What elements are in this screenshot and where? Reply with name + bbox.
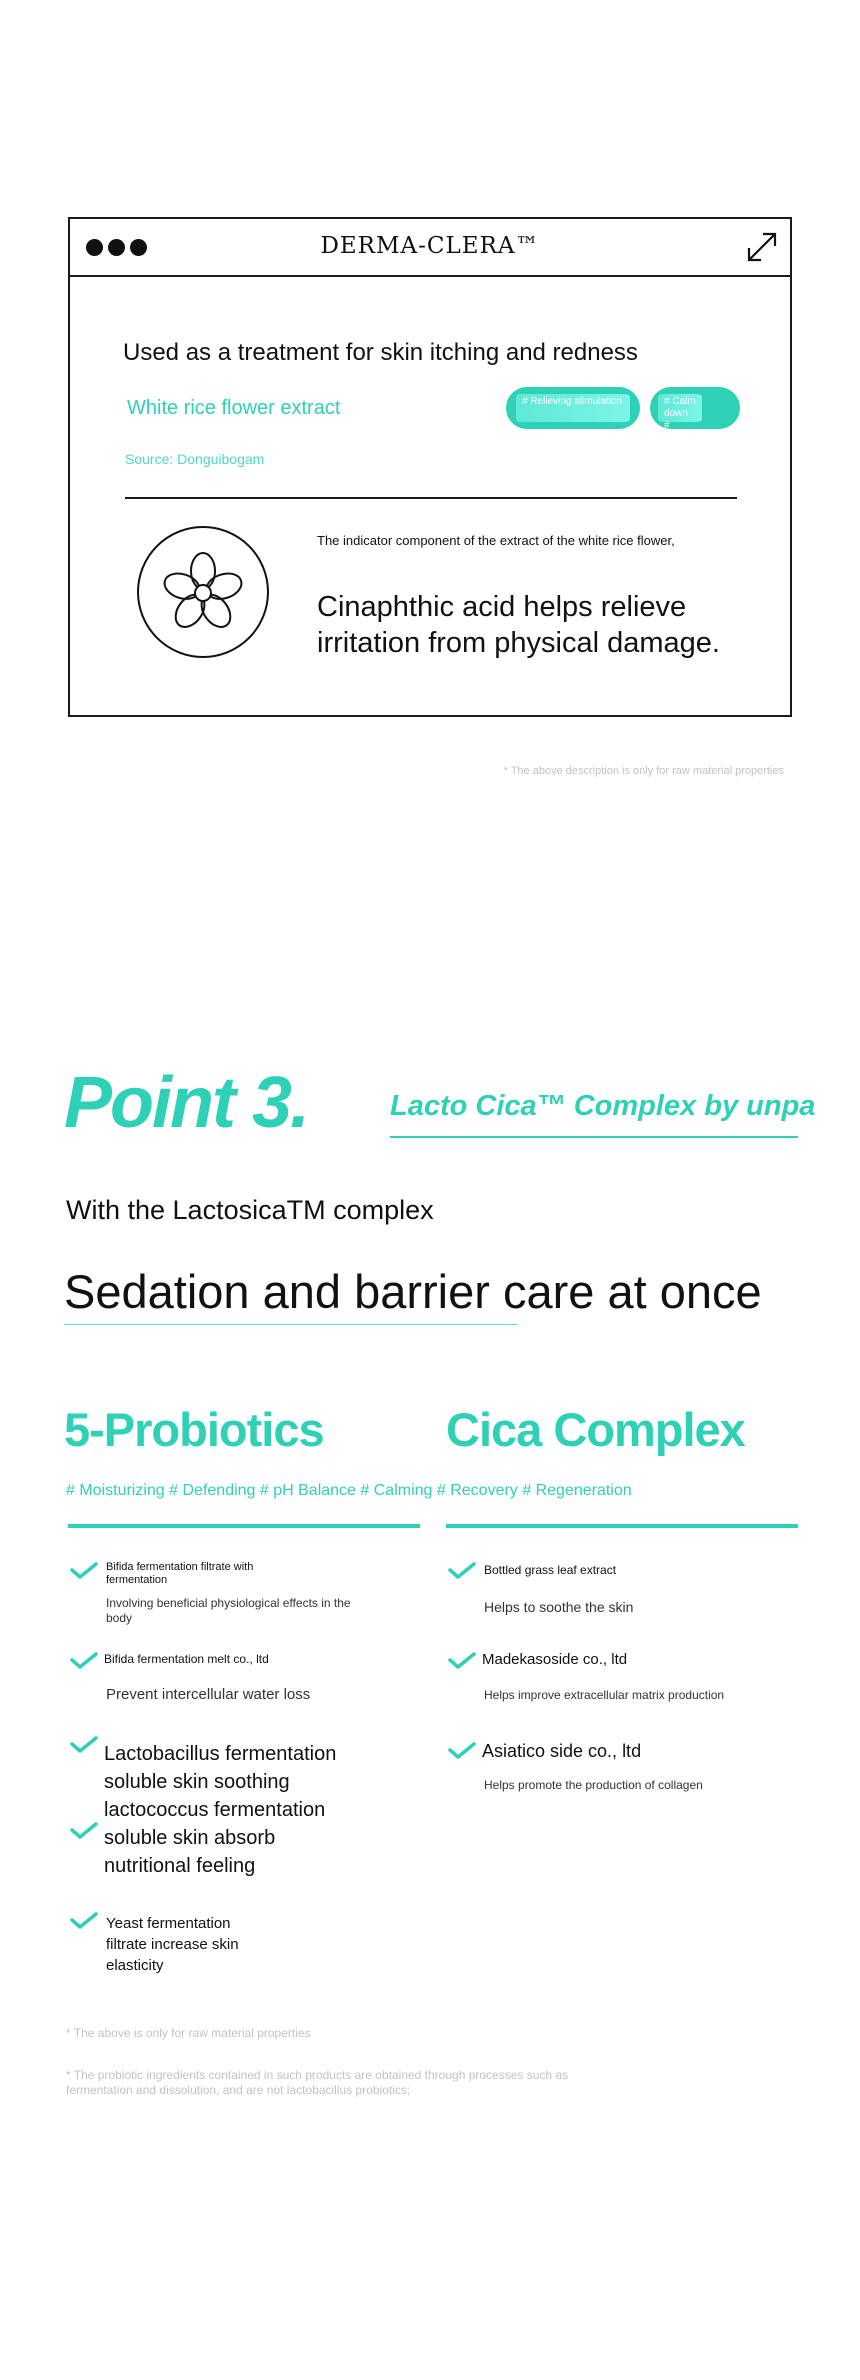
window-heading: Used as a treatment for skin itching and redness [123,339,638,366]
footnote-probiotic: * The probiotic ingredients contained in such products are obtained through processes such as fermentation and dissolution, and are not lactobacillus probiotics; [66,2068,569,2097]
item-title: Bifida fermentation filtrate with fermentation [106,1561,254,1586]
item-title: Madekasoside co., ltd [482,1651,628,1668]
window-title-bar [70,219,790,277]
point-title: Point 3. [64,1063,309,1143]
tag-pill-label: # Calm down # [658,394,702,422]
item-title: Bifida fermentation melt co., ltd [104,1652,269,1666]
left-column-rule [68,1524,420,1528]
probiotics-title: 5-Probiotics [64,1403,324,1456]
check-icon [70,1736,98,1754]
extract-name: White rice flower extract [127,397,341,419]
item-title: Bottled grass leaf extract [484,1563,617,1577]
check-icon [448,1742,476,1760]
item-title: Asiatico side co., ltd [482,1741,642,1761]
complex-intro: With the LactosicaTM complex [66,1195,434,1225]
tag-pill-calm [650,387,740,429]
right-column-rule [446,1524,798,1528]
window-title: DERMA-CLERA™ [320,233,540,259]
subtitle-underline [390,1136,798,1138]
window-card [68,217,792,717]
item-desc: Helps promote the production of collagen [484,1778,703,1792]
main-claim: Cinaphthic acid helps relieve irritation from physical damage. [317,591,720,659]
expand-icon[interactable] [746,231,778,263]
item-title: Lactobacillus fermentation soluble skin soothing lactococcus fermentation soluble skin absorb nutritional feeling [104,1743,337,1877]
check-icon [70,1822,98,1840]
tag-pill-relieving [506,387,640,429]
check-icon [448,1562,476,1580]
headline: Sedation and barrier care at once [64,1265,762,1318]
footnote-raw-material: * The above is only for raw material properties [66,2026,311,2040]
check-icon [70,1912,98,1930]
tag-pill-label: # Relieving stimulation [516,394,630,422]
benefit-tags: # Moisturizing # Defending # pH Balance # Calming # Recovery # Regeneration [66,1482,632,1499]
cica-title: Cica Complex [446,1403,745,1456]
item-desc: Involving beneficial physiological effects in the body [106,1596,351,1625]
source-label: Source: Donguibogam [125,451,265,467]
check-icon [70,1562,98,1580]
point-subtitle: Lacto Cica™ Complex by unpa [390,1090,816,1122]
check-icon [70,1652,98,1670]
indicator-note: The indicator component of the extract of the white rice flower, [317,533,675,548]
item-desc: Helps improve extracellular matrix production [484,1688,725,1702]
headline-underline [64,1324,518,1325]
item-title: Yeast fermentation filtrate increase skin elasticity [106,1915,239,1974]
check-icon [448,1652,476,1670]
disclaimer: * The above description is only for raw material properties [503,765,784,777]
divider [125,497,737,499]
item-desc: Prevent intercellular water loss [106,1686,311,1703]
flower-icon [136,525,270,659]
item-desc: Helps to soothe the skin [484,1599,634,1615]
